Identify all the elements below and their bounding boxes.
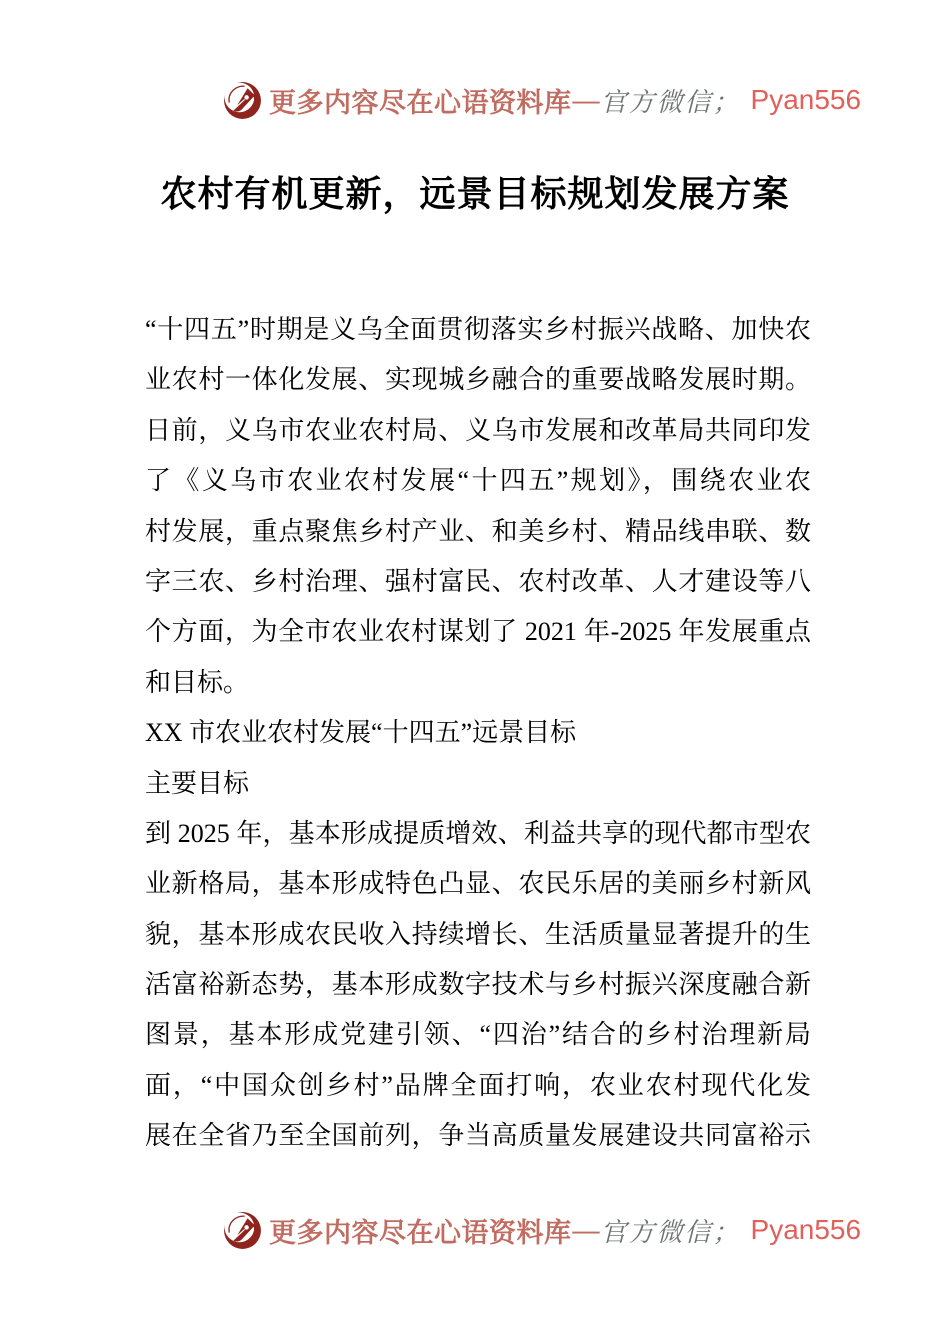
footer-banner — [222, 1208, 861, 1252]
pen-nib-swirl-logo-icon — [222, 80, 263, 121]
footer-wechat-label: 官方微信； — [600, 1217, 741, 1247]
body-text-line: 了《义乌市农业农村发展“十四五”规划》，围绕农业农 — [145, 466, 811, 496]
document-title: 农村有机更新，远景目标规划发展方案 — [160, 174, 790, 214]
body-text-line: 展在全省乃至全国前列，争当高质量发展建设共同富裕示 — [145, 1121, 811, 1151]
body-text-line: “十四五”时期是义乌全面贯彻落实乡村振兴战略、加快农 — [145, 315, 811, 344]
header-dash: — — [572, 84, 600, 115]
body-text-line: 字三农、乡村治理、强村富民、农村改革、人才建设等八 — [145, 566, 811, 596]
body-text-line: 村发展，重点聚焦乡村产业、和美乡村、精品线串联、数 — [145, 516, 811, 546]
body-text-line: 活富裕新态势，基本形成数字技术与乡村振兴深度融合新 — [145, 970, 811, 1000]
body-text-line: 个方面，为全市农业农村谋划了 2021 年-2025 年发展重点 — [145, 617, 811, 647]
footer-dash: — — [572, 1214, 600, 1245]
header-brand-text: 更多内容尽在心语资料库 — [269, 87, 572, 118]
footer-wechat-id: Pyan556 — [750, 1214, 862, 1245]
body-text-line: 业新格局，基本形成特色凸显、农民乐居的美丽乡村新风 — [145, 869, 811, 899]
body-text-line: 和目标。 — [145, 667, 250, 697]
pen-nib-swirl-logo-icon — [222, 1210, 263, 1251]
footer-brand-text: 更多内容尽在心语资料库 — [269, 1217, 572, 1248]
body-text-line: 主要目标 — [145, 768, 250, 798]
body-text-line: 到 2025 年，基本形成提质增效、利益共享的现代都市型农 — [145, 818, 811, 848]
body-text-line: 业农村一体化发展、实现城乡融合的重要战略发展时期。 — [145, 365, 811, 395]
body-text-line: 日前，义乌市农业农村局、义乌市发展和改革局共同印发 — [145, 415, 811, 445]
document-body — [145, 305, 811, 1162]
body-text-line: 貌，基本形成农民收入持续增长、生活质量显著提升的生 — [145, 919, 811, 949]
body-text-line: 面，“中国众创乡村”品牌全面打响，农业农村现代化发 — [145, 1070, 811, 1100]
body-text-line: XX 市农业农村发展“十四五”远景目标 — [145, 718, 577, 748]
header-banner — [222, 78, 861, 122]
header-wechat-label: 官方微信； — [600, 87, 741, 117]
header-wechat-id: Pyan556 — [750, 84, 862, 115]
body-text-line: 图景，基本形成党建引领、“四治”结合的乡村治理新局 — [145, 1020, 811, 1050]
